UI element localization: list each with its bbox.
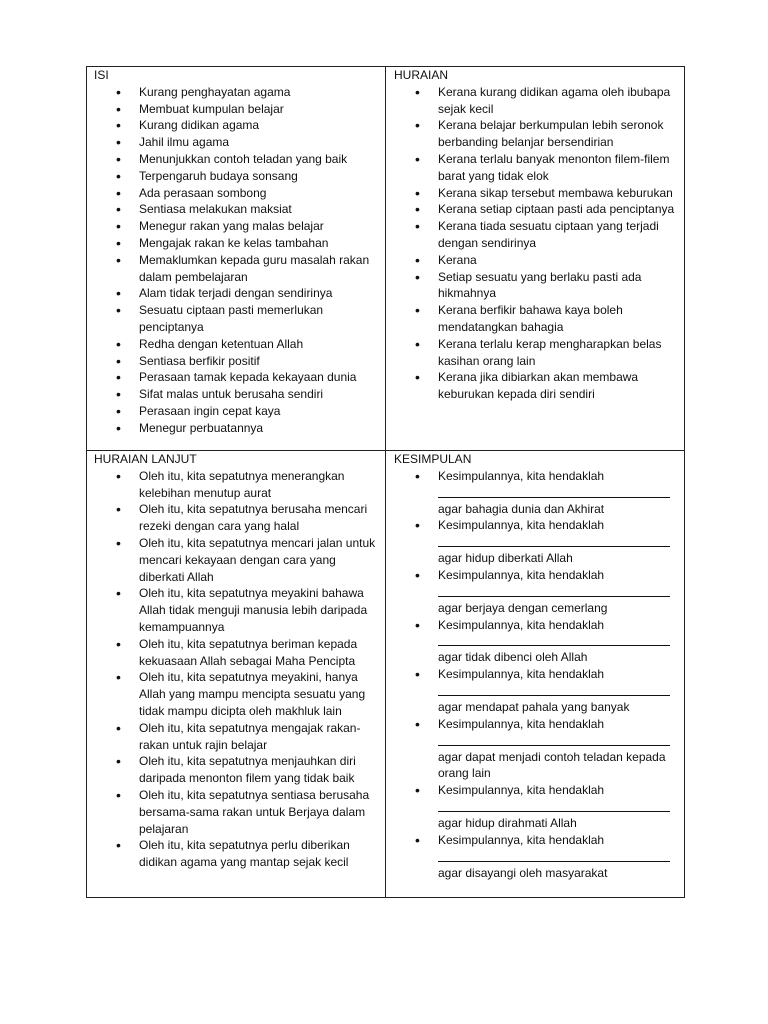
list-item: • Sentiasa melakukan maksiat	[139, 201, 379, 218]
list-item: • Kurang didikan agama	[139, 117, 379, 134]
list-item	[438, 468, 678, 518]
list-item: • Oleh itu, kita sepatutnya menerangkan kelebihan menutup aurat	[139, 468, 379, 502]
list-item: • Oleh itu, kita sepatutnya beriman kepada kekuasaan Allah sebagai Maha Pencipta	[139, 636, 379, 670]
fill-in-blank[interactable]	[438, 534, 670, 547]
list-item: • Setiap sesuatu yang berlaku pasti ada hikmahnya	[438, 269, 678, 303]
huraian-lanjut-list	[94, 468, 379, 871]
fill-in-blank[interactable]	[438, 485, 670, 498]
isi-cell	[87, 67, 385, 450]
list-item: • Ada perasaan sombong	[139, 185, 379, 202]
list-item: • Kerana tiada sesuatu ciptaan yang terjadi dengan sendirinya	[438, 218, 678, 252]
list-item: • Kerana	[438, 252, 678, 269]
kesimpulan-lead: • Kesimpulannya, kita hendaklah	[438, 783, 605, 798]
kesimpulan-ending: agar berjaya dengan cemerlang	[438, 600, 608, 615]
list-item: • Sifat malas untuk berusaha sendiri	[139, 386, 379, 403]
list-item	[438, 617, 678, 667]
list-item: • Alam tidak terjadi dengan sendirinya	[139, 285, 379, 302]
list-item: • Oleh itu, kita sepatutnya meyakini bahawa Allah tidak menguji manusia lebih daripada kemampuannya	[139, 585, 379, 635]
kesimpulan-ending: agar tidak dibenci oleh Allah	[438, 650, 588, 665]
kesimpulan-lead: • Kesimpulannya, kita hendaklah	[438, 617, 605, 632]
kesimpulan-lead: • Kesimpulannya, kita hendaklah	[438, 716, 605, 731]
list-item: • Kerana terlalu banyak menonton filem-filem barat yang tidak elok	[438, 151, 678, 185]
list-item: • Menegur perbuatannya	[139, 420, 379, 437]
list-item	[438, 666, 678, 716]
list-item: • Sentiasa berfikir positif	[139, 353, 379, 370]
kesimpulan-ending: agar mendapat pahala yang banyak	[438, 699, 630, 714]
list-item	[438, 716, 678, 782]
list-item: • Kerana sikap tersebut membawa keburukan	[438, 185, 678, 202]
list-item	[438, 782, 678, 832]
list-item: • Kerana setiap ciptaan pasti ada penciptanya	[438, 201, 678, 218]
fill-in-blank[interactable]	[438, 849, 670, 862]
fill-in-blank[interactable]	[438, 733, 670, 746]
kesimpulan-lead: • Kesimpulannya, kita hendaklah	[438, 468, 605, 483]
list-item: • Oleh itu, kita sepatutnya menjauhkan diri daripada menonton filem yang tidak baik	[139, 753, 379, 787]
list-item: • Menegur rakan yang malas belajar	[139, 218, 379, 235]
list-item: • Kerana berfikir bahawa kaya boleh mendatangkan bahagia	[438, 302, 678, 336]
list-item: • Kerana jika dibiarkan akan membawa keburukan kepada diri sendiri	[438, 369, 678, 403]
kesimpulan-ending: agar bahagia dunia dan Akhirat	[438, 501, 605, 516]
isi-heading: ISI	[94, 68, 109, 82]
kesimpulan-cell	[385, 450, 684, 897]
list-item: • Perasaan tamak kepada kekayaan dunia	[139, 369, 379, 386]
fill-in-blank[interactable]	[438, 799, 670, 812]
kesimpulan-lead: • Kesimpulannya, kita hendaklah	[438, 832, 605, 847]
list-item: • Kerana belajar berkumpulan lebih seronok berbanding belanjar bersendirian	[438, 117, 678, 151]
list-item	[438, 832, 678, 882]
fill-in-blank[interactable]	[438, 683, 670, 696]
kesimpulan-ending: agar disayangi oleh masyarakat	[438, 865, 608, 880]
list-item: • Oleh itu, kita sepatutnya perlu diberikan didikan agama yang mantap sejak kecil	[139, 837, 379, 871]
kesimpulan-lead: • Kesimpulannya, kita hendaklah	[438, 667, 605, 682]
worksheet-table	[86, 66, 685, 898]
fill-in-blank[interactable]	[438, 633, 670, 646]
list-item: • Mengajak rakan ke kelas tambahan	[139, 235, 379, 252]
list-item	[438, 517, 678, 567]
list-item: • Oleh itu, kita sepatutnya berusaha mencari rezeki dengan cara yang halal	[139, 501, 379, 535]
huraian-cell	[385, 67, 684, 450]
list-item: • Sesuatu ciptaan pasti memerlukan penciptanya	[139, 302, 379, 336]
list-item	[438, 567, 678, 617]
list-item: • Memaklumkan kepada guru masalah rakan dalam pembelajaran	[139, 252, 379, 286]
list-item: • Redha dengan ketentuan Allah	[139, 336, 379, 353]
list-item: • Jahil ilmu agama	[139, 134, 379, 151]
kesimpulan-heading: KESIMPULAN	[394, 452, 472, 466]
list-item: • Oleh itu, kita sepatutnya mencari jalan untuk mencari kekayaan dengan cara yang diberkati Allah	[139, 535, 379, 585]
fill-in-blank[interactable]	[438, 584, 670, 597]
kesimpulan-ending: agar hidup dirahmati Allah	[438, 815, 577, 830]
huraian-lanjut-cell	[87, 450, 385, 897]
list-item: • Kurang penghayatan agama	[139, 84, 379, 101]
kesimpulan-list	[394, 468, 678, 882]
list-item: • Membuat kumpulan belajar	[139, 101, 379, 118]
kesimpulan-ending: agar hidup diberkati Allah	[438, 551, 573, 566]
list-item: • Kerana terlalu kerap mengharapkan belas kasihan orang lain	[438, 336, 678, 370]
huraian-lanjut-heading: HURAIAN LANJUT	[94, 452, 197, 466]
list-item: • Oleh itu, kita sepatutnya meyakini, hanya Allah yang mampu mencipta sesuatu yang tidak mampu dicipta oleh makhluk lain	[139, 669, 379, 719]
list-item: • Perasaan ingin cepat kaya	[139, 403, 379, 420]
list-item: • Kerana kurang didikan agama oleh ibubapa sejak kecil	[438, 84, 678, 118]
list-item: • Oleh itu, kita sepatutnya sentiasa berusaha bersama-sama rakan untuk Berjaya dalam pelajaran	[139, 787, 379, 837]
list-item: • Oleh itu, kita sepatutnya mengajak rakan-rakan untuk rajin belajar	[139, 720, 379, 754]
kesimpulan-lead: • Kesimpulannya, kita hendaklah	[438, 518, 605, 533]
list-item: • Terpengaruh budaya sonsang	[139, 168, 379, 185]
isi-list	[94, 84, 379, 437]
kesimpulan-lead: • Kesimpulannya, kita hendaklah	[438, 567, 605, 582]
huraian-heading: HURAIAN	[394, 68, 449, 82]
huraian-list	[394, 84, 678, 403]
kesimpulan-ending: agar dapat menjadi contoh teladan kepada orang lain	[438, 749, 666, 781]
list-item: • Menunjukkan contoh teladan yang baik	[139, 151, 379, 168]
